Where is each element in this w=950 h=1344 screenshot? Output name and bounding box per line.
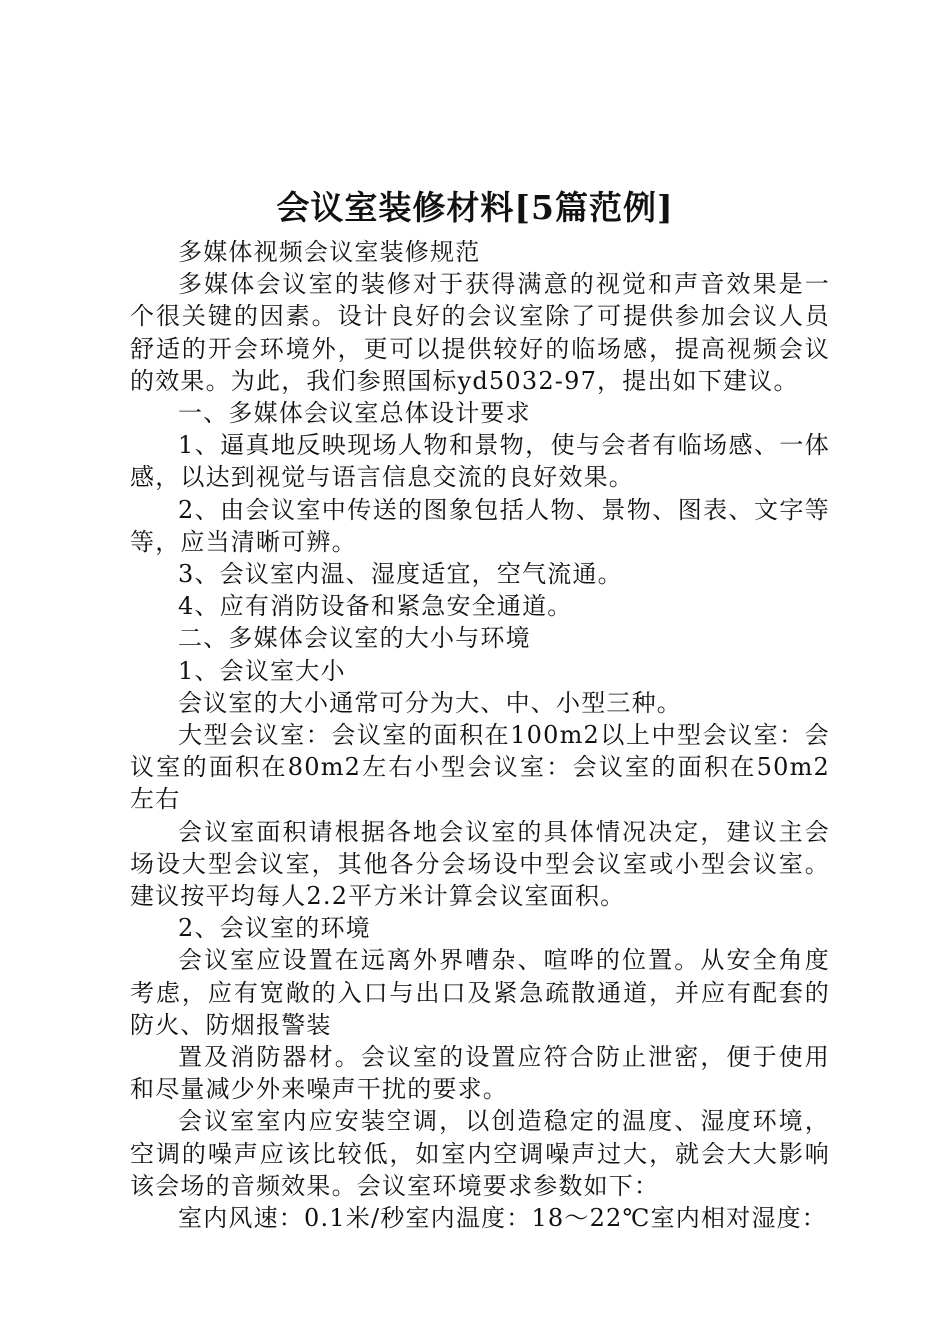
body-paragraph: 会议室应设置在远离外界嘈杂、喧哗的位置。从安全角度考虑，应有宽敞的入口与出口及紧急疏散通道，并应有配套的防火、防烟报警装 <box>130 946 830 1039</box>
section-heading-2: 二、多媒体会议室的大小与环境 <box>178 624 531 653</box>
body-paragraph: 会议室面积请根据各地会议室的具体情况决定，建议主会场设大型会议室，其他各分会场设中型会议室或小型会议室。建议按平均每人2.2平方米计算会议室面积。 <box>130 817 830 911</box>
subsection-heading: 1、会议室大小 <box>178 656 346 685</box>
document-title: 会议室装修材料[5篇范例] <box>276 188 674 227</box>
list-item: 2、由会议室中传送的图象包括人物、景物、图表、文字等等，应当清晰可辨。 <box>130 495 830 556</box>
list-item: 1、逼真地反映现场人物和景物，使与会者有临场感、一体感，以达到视觉与语言信息交流的良好效果。 <box>130 431 830 492</box>
list-item: 4、应有消防设备和紧急安全通道。 <box>178 592 573 621</box>
body-paragraph: 会议室室内应安装空调，以创造稳定的温度、湿度环境，空调的噪声应该比较低，如室内空调噪声过大，就会大大影响该会场的音频效果。会议室环境要求参数如下： <box>130 1107 830 1200</box>
document-body <box>130 236 830 1234</box>
subsection-heading: 2、会议室的环境 <box>178 914 371 943</box>
subtitle-paragraph: 多媒体视频会议室装修规范 <box>178 238 481 266</box>
body-paragraph: 室内风速：0.1米/秒室内温度：18～22℃室内相对湿度： <box>178 1204 827 1233</box>
body-paragraph: 会议室的大小通常可分为大、中、小型三种。 <box>178 688 682 717</box>
section-heading-1: 一、多媒体会议室总体设计要求 <box>178 399 531 428</box>
body-paragraph: 大型会议室：会议室的面积在100m2以上中型会议室：会议室的面积在80m2左右小型会议室：会议室的面积在50m2左右 <box>130 721 830 814</box>
list-item: 3、会议室内温、湿度适宜，空气流通。 <box>178 560 623 589</box>
body-paragraph: 置及消防器材。会议室的设置应符合防止泄密，便于使用和尽量减少外来噪声干扰的要求。 <box>130 1043 830 1104</box>
intro-paragraph: 多媒体会议室的装修对于获得满意的视觉和声音效果是一个很关键的因素。设计良好的会议室除了可提供参加会议人员舒适的开会环境外，更可以提供较好的临场感，提高视频会议的效果。为此，我们参照国标yd5032-97，提出如下建议。 <box>130 270 830 395</box>
